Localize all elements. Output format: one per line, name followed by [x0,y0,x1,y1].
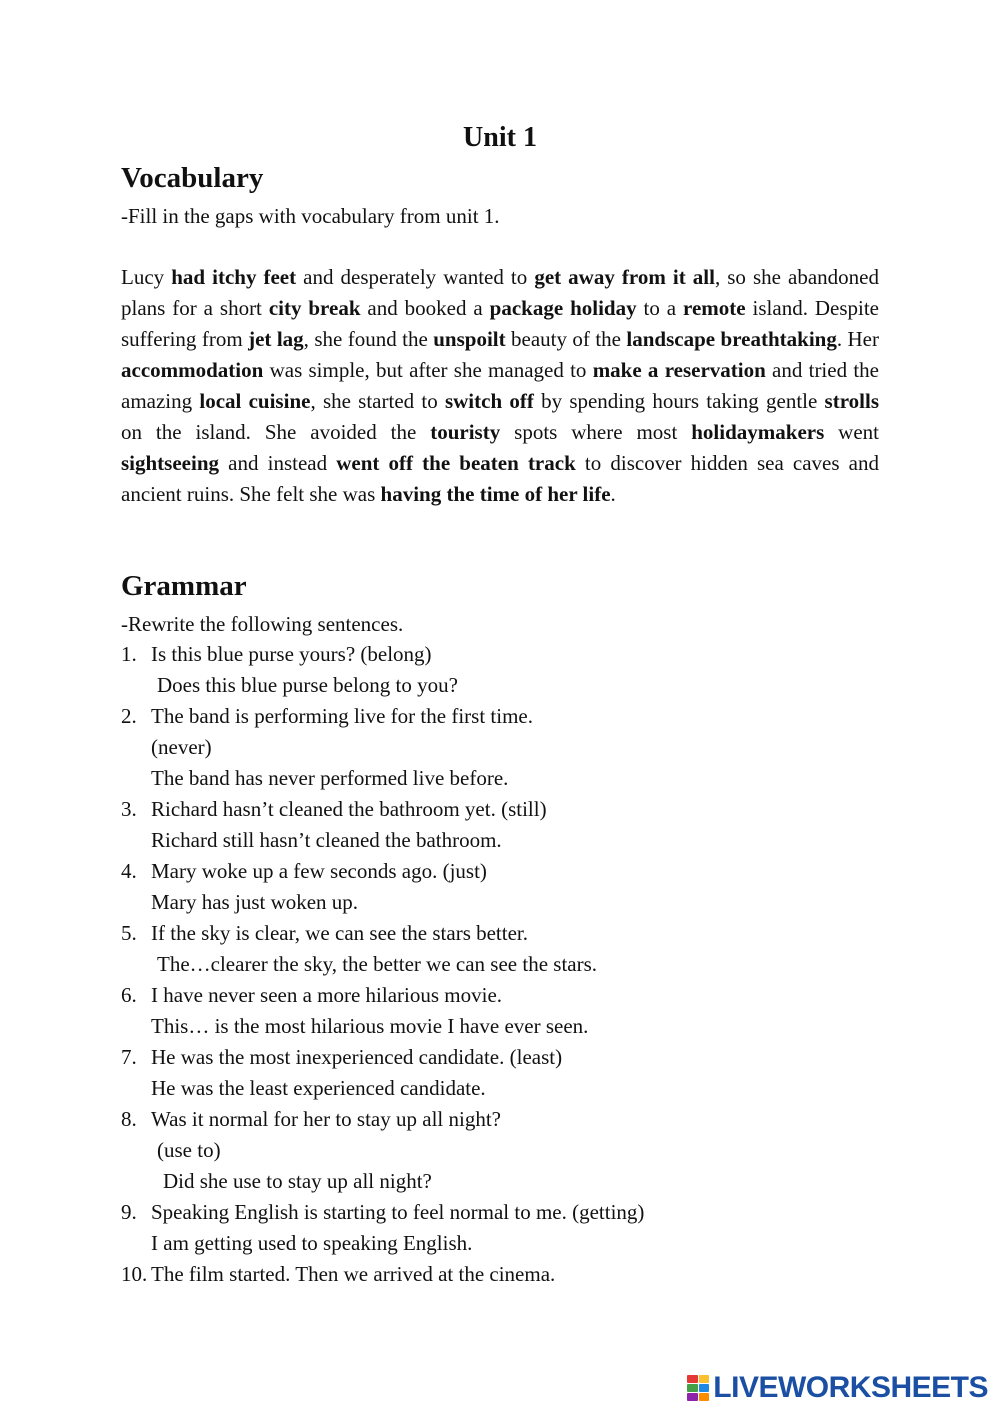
paragraph-text: , so she abandoned plans for a short [121,265,879,320]
logo-square [699,1393,710,1401]
grammar-rewrite: The band has never performed live before. [151,766,509,790]
grammar-sentence: Mary woke up a few seconds ago. (just) [151,859,487,883]
item-number: 9. [121,1200,137,1224]
vocabulary-term: sightseeing [121,451,220,475]
grammar-rewrite: (never) [151,735,212,759]
vocabulary-term: touristy [430,420,501,444]
paragraph-text: island. Despite suffering from [121,296,880,351]
paragraph-text: was simple, but after she managed to [263,358,593,382]
paragraph-text: Lucy [121,265,172,289]
vocabulary-term: had itchy feet [171,265,297,289]
vocabulary-instruction: -Fill in the gaps with vocabulary from unit 1. [121,204,500,228]
grammar-item [121,1042,881,1104]
vocabulary-term: landscape breathtaking [626,327,837,351]
paragraph-text: and tried the amazing [121,358,880,413]
item-number: 10. [121,1262,148,1286]
grammar-sentence: I have never seen a more hilarious movie. [151,983,503,1007]
grammar-item [121,701,881,794]
paragraph-text: went [824,420,880,444]
logo-square [699,1375,710,1383]
item-number: 2. [121,704,137,728]
paragraph-text: and desperately wanted to [296,265,535,289]
paragraph-text: , she found the [303,327,434,351]
grammar-item [121,794,881,856]
paragraph-text: and booked a [360,296,490,320]
logo-square [699,1384,710,1392]
grammar-item [121,1104,881,1197]
grammar-rewrite: This… is the most hilarious movie I have ever seen. [151,1014,589,1038]
paragraph-text: . [610,482,616,506]
paragraph-text: to a [636,296,684,320]
logo-square [687,1393,698,1401]
grammar-item [121,918,881,980]
grammar-sentence: Was it normal for her to stay up all night? [151,1107,501,1131]
unit-title: Unit 1 [463,122,537,153]
paragraph-text: and instead [219,451,337,475]
grammar-sentence: Richard hasn’t cleaned the bathroom yet. (still) [151,797,547,821]
grammar-rewrite: Does this blue purse belong to you? [157,673,458,697]
liveworksheets-logo[interactable] [687,1372,988,1404]
grammar-rewrite: He was the least experienced candidate. [151,1076,486,1100]
grammar-sentence: He was the most inexperienced candidate. (least) [151,1045,563,1069]
vocabulary-term: went off the beaten track [336,451,576,475]
logo-text: LIVEWORKSHEETS [713,1371,988,1404]
vocabulary-term: package holiday [489,296,637,320]
vocabulary-term: strolls [824,389,879,413]
paragraph-text: . Her [836,327,879,351]
grammar-item [121,856,881,918]
grammar-item [121,639,881,701]
paragraph-text: , she started to [310,389,445,413]
item-number: 8. [121,1107,137,1131]
vocabulary-term: remote [683,296,746,320]
grammar-rewrite: Did she use to stay up all night? [163,1169,432,1193]
vocabulary-term: accommodation [121,358,264,382]
paragraph-text: to discover hidden sea caves and ancient ruins. She felt she was [121,451,880,506]
item-number: 3. [121,797,137,821]
grammar-sentence: The film started. Then we arrived at the cinema. [151,1262,556,1286]
vocabulary-term: city break [268,296,361,320]
vocabulary-term: make a reservation [592,358,766,382]
grammar-rewrite: Richard still hasn’t cleaned the bathroom. [151,828,502,852]
vocabulary-term: holidaymakers [691,420,825,444]
paragraph-text: on the island. She avoided the [121,420,431,444]
grammar-rewrite: The…clearer the sky, the better we can see the stars. [157,952,598,976]
vocabulary-term: unspoilt [433,327,506,351]
item-number: 4. [121,859,137,883]
paragraph-text: beauty of the [505,327,627,351]
grammar-item [121,980,881,1042]
liveworksheets-logo-icon [687,1375,709,1401]
vocabulary-term: local cuisine [199,389,311,413]
grammar-sentence: Speaking English is starting to feel normal to me. (getting) [151,1200,645,1224]
paragraph-text: by spending hours taking gentle [533,389,825,413]
grammar-rewrite: I am getting used to speaking English. [151,1231,473,1255]
grammar-sentence: If the sky is clear, we can see the stars better. [151,921,529,945]
item-number: 5. [121,921,137,945]
grammar-instruction: -Rewrite the following sentences. [121,612,404,636]
logo-square [687,1375,698,1383]
item-number: 1. [121,642,137,666]
paragraph-text: spots where most [500,420,692,444]
vocabulary-term: get away from it all [534,265,715,289]
vocabulary-paragraph [121,262,879,510]
grammar-sentence: Is this blue purse yours? (belong) [151,642,432,666]
item-number: 6. [121,983,137,1007]
vocabulary-term: having the time of her life [380,482,611,506]
vocabulary-term: jet lag [248,327,304,351]
grammar-item [121,1197,881,1259]
vocabulary-heading: Vocabulary [121,162,264,194]
grammar-sentence: The band is performing live for the first time. [151,704,533,728]
item-number: 7. [121,1045,137,1069]
grammar-heading: Grammar [121,570,247,602]
grammar-rewrite: (use to) [157,1138,221,1162]
grammar-rewrite: Mary has just woken up. [151,890,359,914]
grammar-exercise-list [121,639,881,1290]
logo-square [687,1384,698,1392]
vocabulary-term: switch off [444,389,534,413]
grammar-item [121,1259,881,1290]
